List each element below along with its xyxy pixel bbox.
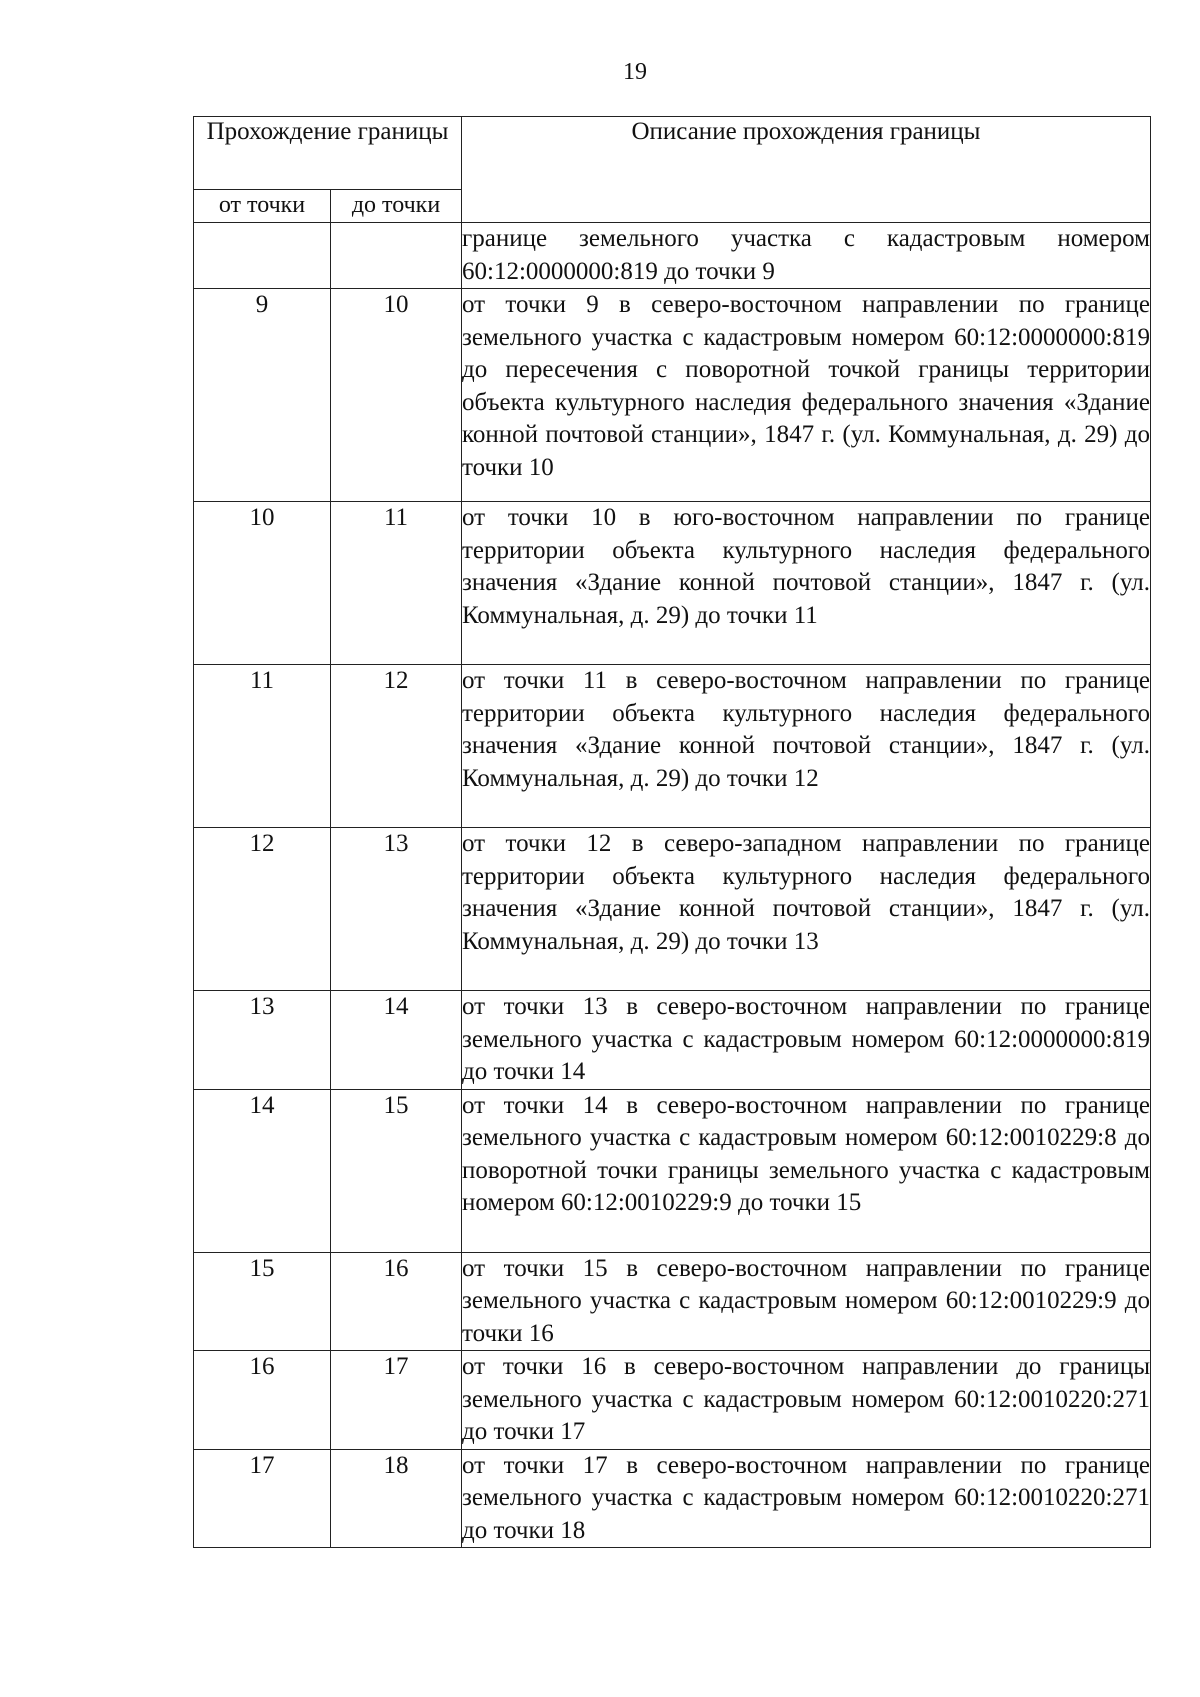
description-cell	[462, 665, 1151, 828]
to-point-cell: 13	[331, 828, 462, 991]
table-row	[194, 502, 1151, 665]
table-row	[194, 828, 1151, 991]
description-text: от точки 17 в северо-восточном направлении по границе земельного участка с кадастровым номером 60:12:0010220:271 до точки 18	[462, 1451, 1150, 1544]
description-cell	[462, 289, 1151, 502]
table-row	[194, 1252, 1151, 1351]
to-point-cell: 15	[331, 1089, 462, 1252]
to-point-cell: 18	[331, 1449, 462, 1548]
from-point-cell: 16	[194, 1351, 331, 1450]
from-point-cell: 11	[194, 665, 331, 828]
to-point-cell: 17	[331, 1351, 462, 1450]
description-text: от точки 14 в северо-восточном направлении по границе земельного участка с кадастровым номером 60:12:0010229:8 до поворотной точки границы земельного участка с кадастровым номером 60:12:0010229:9 до точки 15	[462, 1091, 1150, 1216]
description-text: от точки 9 в северо-восточном направлении по границе земельного участка с кадастровым номером 60:12:0000000:819 до пересечения с поворотной точкой границы территории объекта культурного наследия федерального значения «Здание конной почтовой станции», 1847 г. (ул. Коммунальная, д. 29) до точки 10	[462, 291, 1150, 481]
description-text: границе земельного участка с кадастровым номером 60:12:0000000:819 до точки 9	[462, 225, 1150, 285]
from-point-cell: 14	[194, 1089, 331, 1252]
table-body	[194, 223, 1151, 1548]
from-point-cell: 10	[194, 502, 331, 665]
table-row	[194, 991, 1151, 1090]
description-text: от точки 12 в северо-западном направлении по границе территории объекта культурного наследия федерального значения «Здание конной почтовой станции», 1847 г. (ул. Коммунальная, д. 29) до точки 13	[462, 830, 1150, 955]
description-cell	[462, 1449, 1151, 1548]
to-point-cell: 12	[331, 665, 462, 828]
header-description: Описание прохождения границы	[462, 117, 1151, 223]
page-number: 19	[623, 59, 647, 85]
description-cell	[462, 991, 1151, 1090]
description-text: от точки 16 в северо-восточном направлении до границы земельного участка с кадастровым номером 60:12:0010220:271 до точки 17	[462, 1353, 1150, 1445]
from-point-cell: 9	[194, 289, 331, 502]
from-point-cell: 12	[194, 828, 331, 991]
description-text: от точки 15 в северо-восточном направлении по границе земельного участка с кадастровым номером 60:12:0010229:9 до точки 16	[462, 1254, 1150, 1347]
description-text: от точки 13 в северо-восточном направлении по границе земельного участка с кадастровым номером 60:12:0000000:819 до точки 14	[462, 993, 1150, 1085]
from-point-cell: 13	[194, 991, 331, 1090]
to-point-cell: 10	[331, 289, 462, 502]
from-point-cell	[194, 223, 331, 289]
table-row	[194, 223, 1151, 289]
description-cell	[462, 502, 1151, 665]
table-row	[194, 1449, 1151, 1548]
to-point-cell: 16	[331, 1252, 462, 1351]
from-point-cell: 15	[194, 1252, 331, 1351]
header-from-point: от точки	[194, 190, 331, 223]
table-row	[194, 665, 1151, 828]
description-cell	[462, 1252, 1151, 1351]
table-row	[194, 1351, 1151, 1450]
header-boundary-passage: Прохождение границы	[194, 117, 462, 190]
description-text: от точки 10 в юго-восточном направлении по границе территории объекта культурного наследия федерального значения «Здание конной почтовой станции», 1847 г. (ул. Коммунальная, д. 29) до точки 11	[462, 504, 1150, 629]
description-cell	[462, 223, 1151, 289]
to-point-cell: 14	[331, 991, 462, 1090]
description-text: от точки 11 в северо-восточном направлении по границе территории объекта культурного наследия федерального значения «Здание конной почтовой станции», 1847 г. (ул. Коммунальная, д. 29) до точки 12	[462, 667, 1150, 792]
to-point-cell	[331, 223, 462, 289]
to-point-cell: 11	[331, 502, 462, 665]
boundary-description-table	[193, 116, 1151, 1548]
table-header	[194, 117, 1151, 223]
description-cell	[462, 828, 1151, 991]
from-point-cell: 17	[194, 1449, 331, 1548]
table-row	[194, 1089, 1151, 1252]
description-cell	[462, 1089, 1151, 1252]
table-row	[194, 289, 1151, 502]
description-cell	[462, 1351, 1151, 1450]
header-to-point: до точки	[331, 190, 462, 223]
